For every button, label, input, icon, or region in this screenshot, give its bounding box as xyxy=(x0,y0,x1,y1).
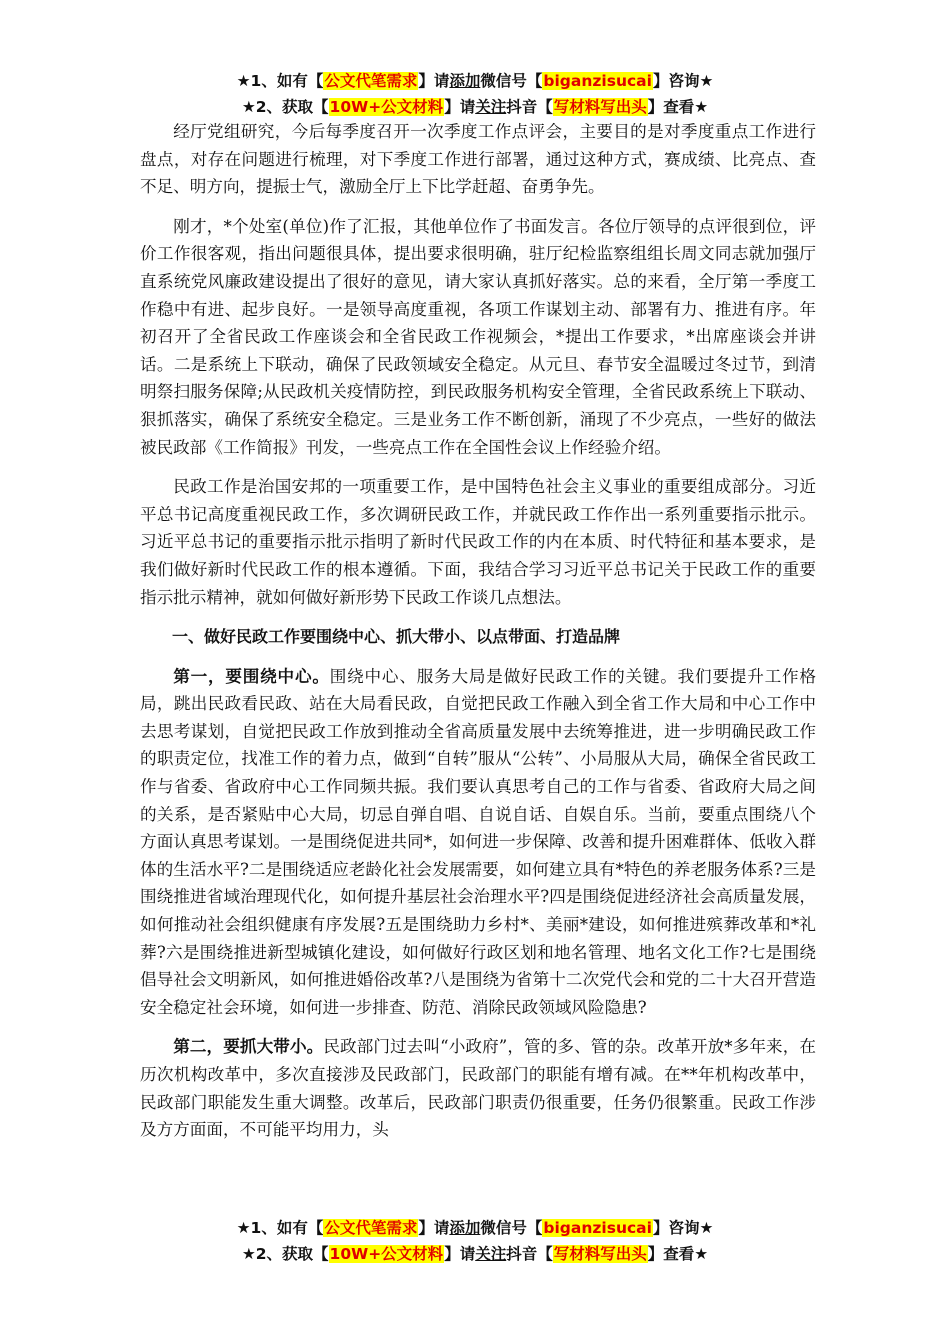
paragraph-1: 经厅党组研究，今后每季度召开一次季度工作点评会，主要目的是对季度重点工作进行盘点，对存在问题进行梳理，对下季度工作进行部署，通过这种方式，赛成绩、比亮点、查不足、明方向，提振士气，激励全厅上下比学赶超、奋勇争先。 xyxy=(140,122,816,197)
banner-line-2: ★2、获取【10W+公文材料】请关注抖音【写材料写出头】查看★ xyxy=(241,98,709,116)
paragraph-4-lead: 第一，要围绕中心。 xyxy=(173,666,330,686)
footer-highlight-service: 公文代笔需求 xyxy=(324,1219,418,1237)
paragraph-4-text: 围绕中心、服务大局是做好民政工作的关键。我们要提升工作格局，跳出民政看民政、站在大局看民政，自觉把民政工作融入到全省工作大局和中心工作中去思考谋划，自觉把民政工作放到推动全省高质量发展中去统筹推进，进一步明确民政工作的职责定位，找准工作的着力点，做到“自转”服从“公转”、小局服从大局，确保全省民政工作与省委、省政府中心工作同频共振。我们要认真思考自己的工作与省委、省政府大局之间的关系，是否紧贴中心大局，切忌自弹自唱、自说自话、自娱自乐。当前，要重点围绕八个方面认真思考谋划。一是围绕促进共同*，如何进一步保障、改善和提升困难群体、低收入群体的生活水平?二是围绕适应老龄化社会发展需要，如何建立具有*特色的养老服务体系?三是围绕推进省域治理现代化，如何提升基层社会治理水平?四是围绕促进经济社会高质量发展，如何推动社会组织健康有序发展?五是围绕助力乡村*、美丽*建设，如何推进殡葬改革和*礼葬?六是围绕推进新型城镇化建设，如何做好行政区划和地名管理、地名文化工作?七是围绕倡导社会文明新风，如何推进婚俗改革?八是围绕为省第十二次党代会和党的二十大召开营造安全稳定社会环境，如何进一步排查、防范、消除民政领域风险隐患? xyxy=(140,666,817,1017)
header-banner xyxy=(140,68,810,120)
footer-highlight-materials: 10W+公文材料 xyxy=(329,1245,444,1263)
footer-banner xyxy=(140,1215,810,1267)
highlight-wechat-id: biganzisucai xyxy=(543,72,652,90)
section-heading-1: 一、做好民政工作要围绕中心、抓大带小、以点带面、打造品牌 xyxy=(172,627,621,647)
paragraph-2: 刚才，*个处室(单位)作了汇报，其他单位作了书面发言。各位厅领导的点评很到位，评价工作很客观，指出问题很具体，提出要求很明确，驻厅纪检监察组组长周文同志就加强厅直系统党风廉政建设提出了很好的意见，请大家认真抓好落实。总的来看，全厅第一季度工作稳中有进、起步良好。一是领导高度重视，各项工作谋划主动、部署有力、推进有序。年初召开了全省民政工作座谈会和全省民政工作视频会，*提出工作要求，*出席座谈会并讲话。二是系统上下联动，确保了民政领域安全稳定。从元旦、春节安全温暖过冬过节，到清明祭扫服务保障;从民政机关疫情防控，到民政服务机构安全管理，全省民政系统上下联动、狠抓落实，确保了系统安全稳定。三是业务工作不断创新，涌现了不少亮点，一些好的做法被民政部《工作简报》刊发，一些亮点工作在全国性会议上作经验介绍。 xyxy=(140,216,816,457)
footer-highlight-wechat-id: biganzisucai xyxy=(543,1219,652,1237)
highlight-douyin: 写材料写出头 xyxy=(553,98,647,116)
paragraph-5-lead: 第二，要抓大带小。 xyxy=(173,1037,324,1057)
document-body xyxy=(140,118,816,1156)
paragraph-4 xyxy=(140,663,816,1022)
footer-highlight-douyin: 写材料写出头 xyxy=(553,1245,647,1263)
paragraph-3: 民政工作是治国安邦的一项重要工作，是中国特色社会主义事业的重要组成部分。习近平总书记高度重视民政工作，多次调研民政工作，并就民政工作作出一系列重要指示批示。习近平总书记的重要指示批示指明了新时代民政工作的内在本质、时代特征和基本要求，是我们做好新时代民政工作的根本遵循。下面，我结合学习习近平总书记关于民政工作的重要指示批示精神，就如何做好新形势下民政工作谈几点想法。 xyxy=(140,477,816,607)
highlight-service: 公文代笔需求 xyxy=(324,72,418,90)
banner-line-1: ★1、如有【公文代笔需求】请添加微信号【biganzisucai】咨询★ xyxy=(236,72,714,90)
paragraph-5-text: 民政部门过去叫“小政府”，管的多、管的杂。改革开放*多年来，在历次机构改革中，多次直接涉及民政部门，民政部门的职能有增有减。在**年机构改革中，民政部门职能发生重大调整。改革后，民政部门职责仍很重要，任务仍很繁重。民政工作涉及方方面面，不可能平均用力，头 xyxy=(140,1037,816,1140)
footer-banner-line-1: ★1、如有【公文代笔需求】请添加微信号【biganzisucai】咨询★ xyxy=(236,1219,714,1237)
footer-banner-line-2: ★2、获取【10W+公文材料】请关注抖音【写材料写出头】查看★ xyxy=(241,1245,709,1263)
highlight-materials: 10W+公文材料 xyxy=(329,98,444,116)
paragraph-5 xyxy=(140,1033,816,1143)
